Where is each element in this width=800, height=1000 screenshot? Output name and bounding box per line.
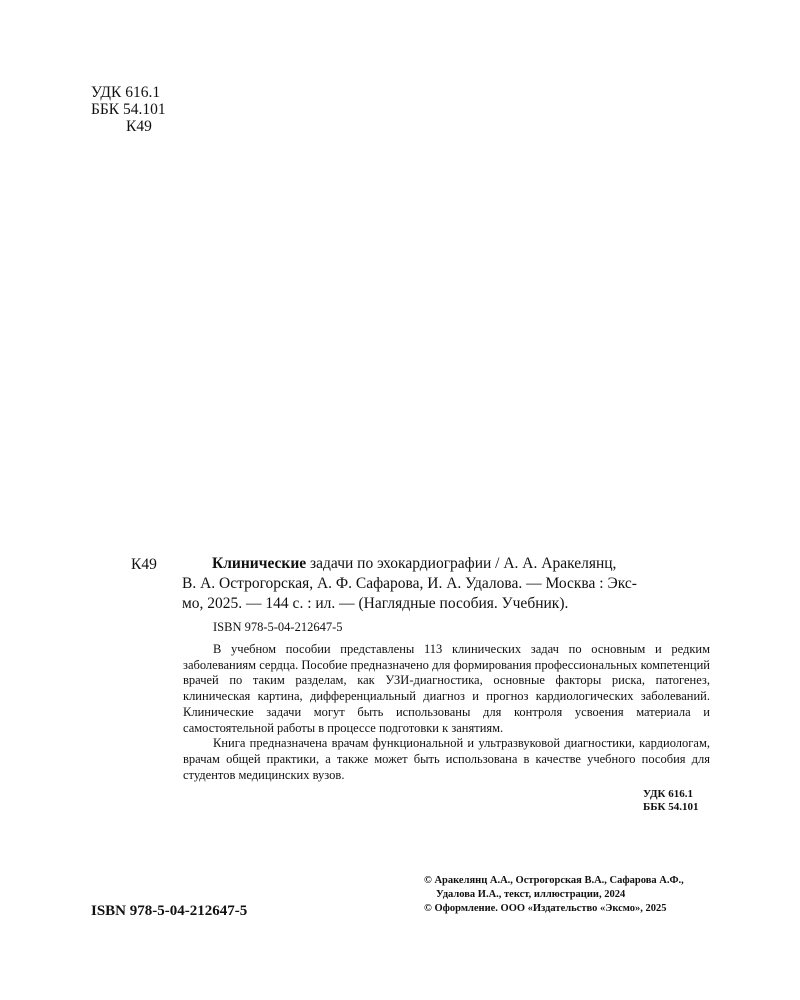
bibliographic-record [182,554,709,614]
isbn-inline: ISBN 978-5-04-212647-5 [213,620,343,634]
classification-codes-bottom [643,788,699,814]
copyright-line-3: © Оформление. ООО «Издательство «Эксмо», 2025 [424,903,667,914]
copyright-line-1: © Аракелянц А.А., Острогорская В.А., Сафарова А.Ф., [424,875,684,886]
bbk-code: ББК 54.101 [91,101,166,118]
abstract [183,642,710,783]
udk-code-bottom: УДК 616.1 [643,788,694,800]
classification-codes-top [91,84,166,135]
abstract-paragraph-1: В учебном пособии представлены 113 клинических задач по основным и редким заболеваниям сердца. Пособие предназначено для формирования профессиональных компетенций врачей по таким разделам, как УЗИ-диагностика, основные факторы риска, патогенез, клиническая картина, дифференциальный диагноз и прогноз кардиологических заболеваний. Клинические задачи могут быть использованы для контроля усвоения материала и самостоятельной работы в процессе подготовки к занятиям. [183,642,710,735]
bibliographic-author-code: К49 [131,556,157,573]
author-code: К49 [126,118,152,135]
bibliographic-line-1 [182,554,709,574]
book-title-rest: задачи по эхокардиографии / А. А. Аракелянц, [306,555,617,572]
isbn-large: ISBN 978-5-04-212647-5 [91,903,248,919]
bibliographic-line-3: мо, 2025. — 144 с. : ил. — (Наглядные пособия. Учебник). [182,595,569,612]
abstract-paragraph-2: Книга предназначена врачам функциональной и ультразвуковой диагностики, кардиологам, врачам общей практики, а также может быть использована в качестве учебного пособия для студентов медицинских вузов. [183,736,710,782]
bbk-code-bottom: ББК 54.101 [643,801,699,813]
copyright-line-2: Удалова И.А., текст, иллюстрации, 2024 [436,889,626,900]
bibliographic-line-2: В. А. Острогорская, А. Ф. Сафарова, И. А. Удалова. — Москва : Экс- [182,575,637,592]
udk-code: УДК 616.1 [91,84,161,101]
copyright-block [424,874,684,916]
book-title-bold: Клинические [212,555,307,572]
